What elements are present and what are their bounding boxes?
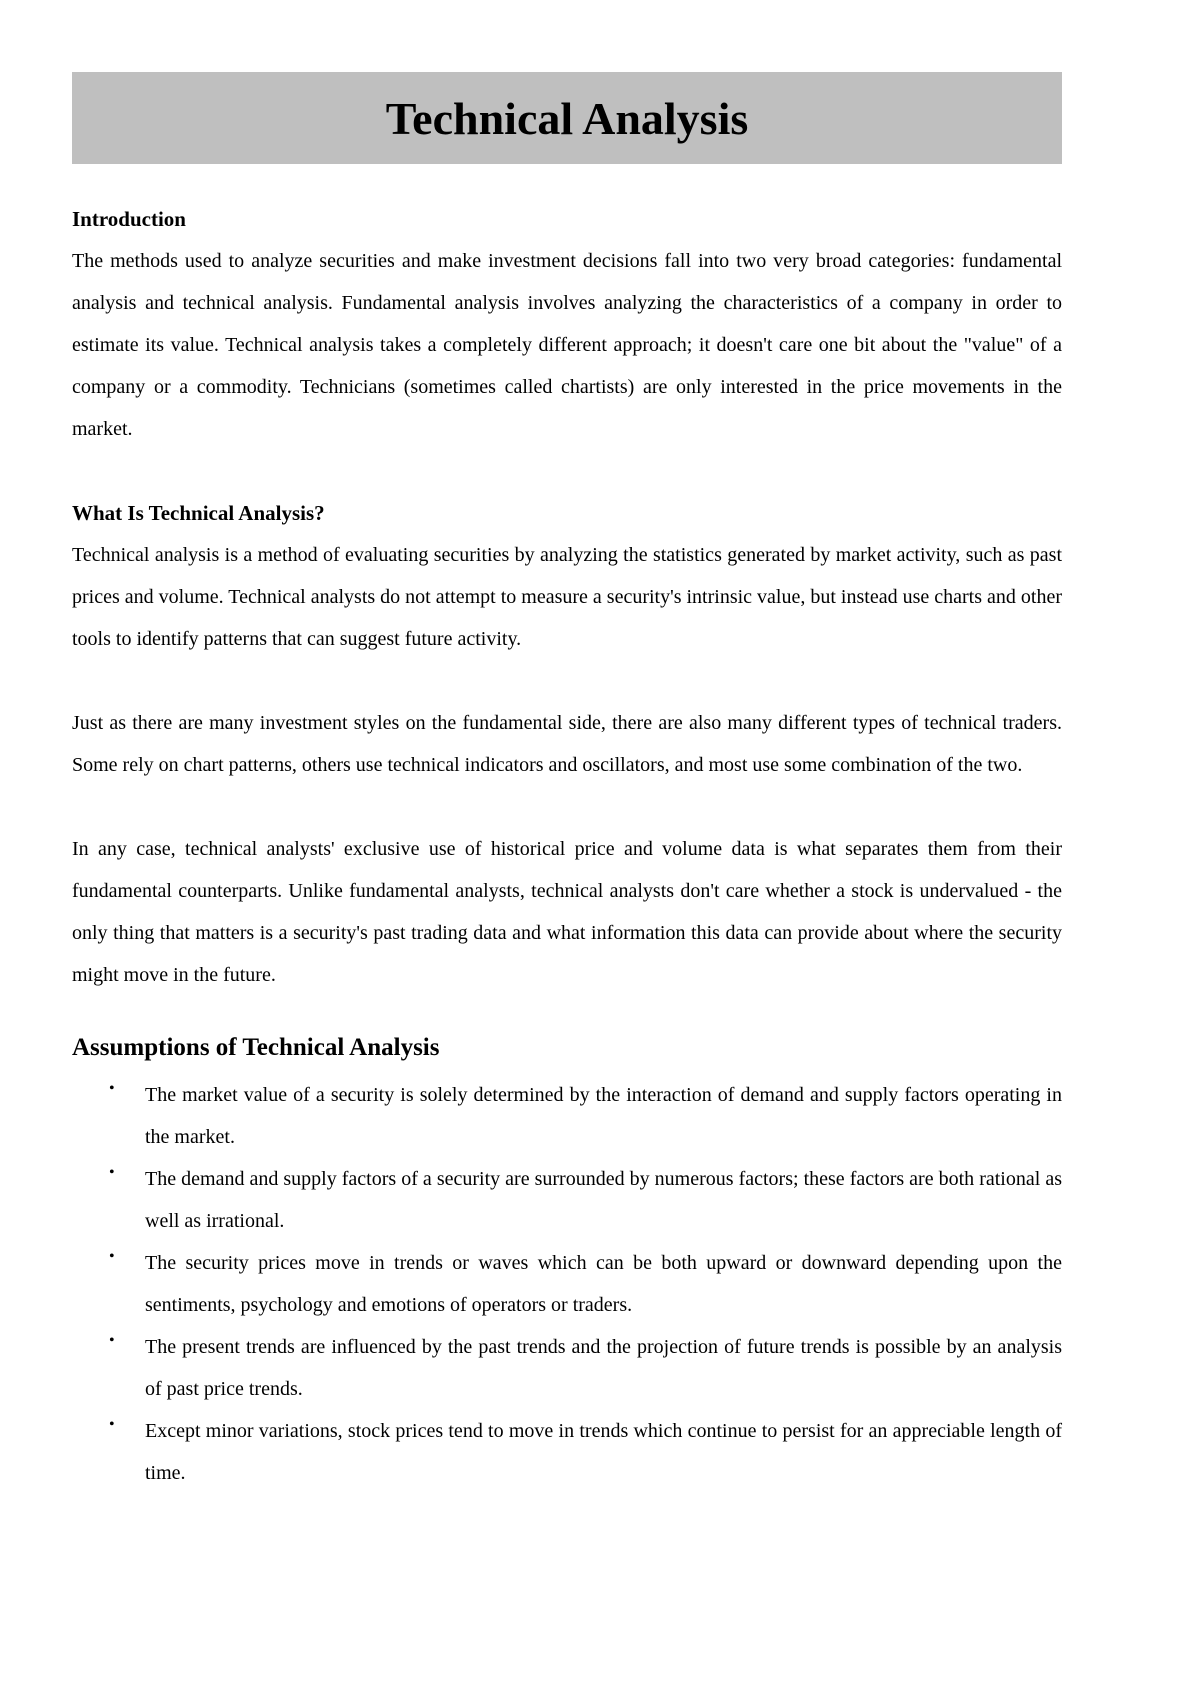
list-item-text: The demand and supply factors of a security are surrounded by numerous factors; these factors are both rational as well as irrational.: [145, 1168, 1062, 1232]
what-is-heading: What Is Technical Analysis?: [72, 501, 325, 525]
list-item: [72, 1158, 1062, 1242]
bullet-icon: •: [109, 1416, 115, 1433]
list-item-text: The present trends are influenced by the past trends and the projection of future trends is possible by an analysis of past price trends.: [145, 1336, 1062, 1400]
title-banner: [72, 72, 1062, 164]
list-item-text: The market value of a security is solely determined by the interaction of demand and supply factors operating in the market.: [145, 1084, 1062, 1148]
bullet-icon: •: [109, 1248, 115, 1265]
list-item: [72, 1326, 1062, 1410]
list-item: [72, 1410, 1062, 1494]
list-item-text: Except minor variations, stock prices tend to move in trends which continue to persist for an appreciable length of time.: [145, 1420, 1062, 1484]
list-item: [72, 1242, 1062, 1326]
introduction-paragraph: The methods used to analyze securities and make investment decisions fall into two very broad categories: fundamental analysis and technical analysis. Fundamental analysis involves analyzing the characteristics of a company in order to estimate its value. Technical analysis takes a completely different approach; it doesn't care one bit about the "value" of a company or a commodity. Technicians (sometimes called chartists) are only interested in the price movements in the market.: [72, 250, 1062, 440]
assumptions-list: [72, 1074, 1062, 1494]
bullet-icon: •: [109, 1164, 115, 1181]
introduction-heading: Introduction: [72, 207, 186, 231]
what-is-paragraph-3: In any case, technical analysts' exclusive use of historical price and volume data is what separates them from their fundamental counterparts. Unlike fundamental analysts, technical analysts don't care whether a stock is undervalued - the only thing that matters is a security's past trading data and what information this data can provide about where the security might move in the future.: [72, 838, 1062, 986]
list-item-text: The security prices move in trends or waves which can be both upward or downward depending upon the sentiments, psychology and emotions of operators or traders.: [145, 1252, 1062, 1316]
assumptions-heading: Assumptions of Technical Analysis: [72, 1034, 440, 1061]
bullet-icon: •: [109, 1332, 115, 1349]
what-is-paragraph-2: Just as there are many investment styles on the fundamental side, there are also many different types of technical traders. Some rely on chart patterns, others use technical indicators and oscillators, and most use some combination of the two.: [72, 712, 1062, 776]
bullet-icon: •: [109, 1080, 115, 1097]
what-is-paragraph-1: Technical analysis is a method of evaluating securities by analyzing the statistics generated by market activity, such as past prices and volume. Technical analysts do not attempt to measure a security's intrinsic value, but instead use charts and other tools to identify patterns that can suggest future activity.: [72, 544, 1062, 650]
page-title: Technical Analysis: [385, 92, 749, 144]
list-item: [72, 1074, 1062, 1158]
document-page: [72, 72, 1062, 1494]
